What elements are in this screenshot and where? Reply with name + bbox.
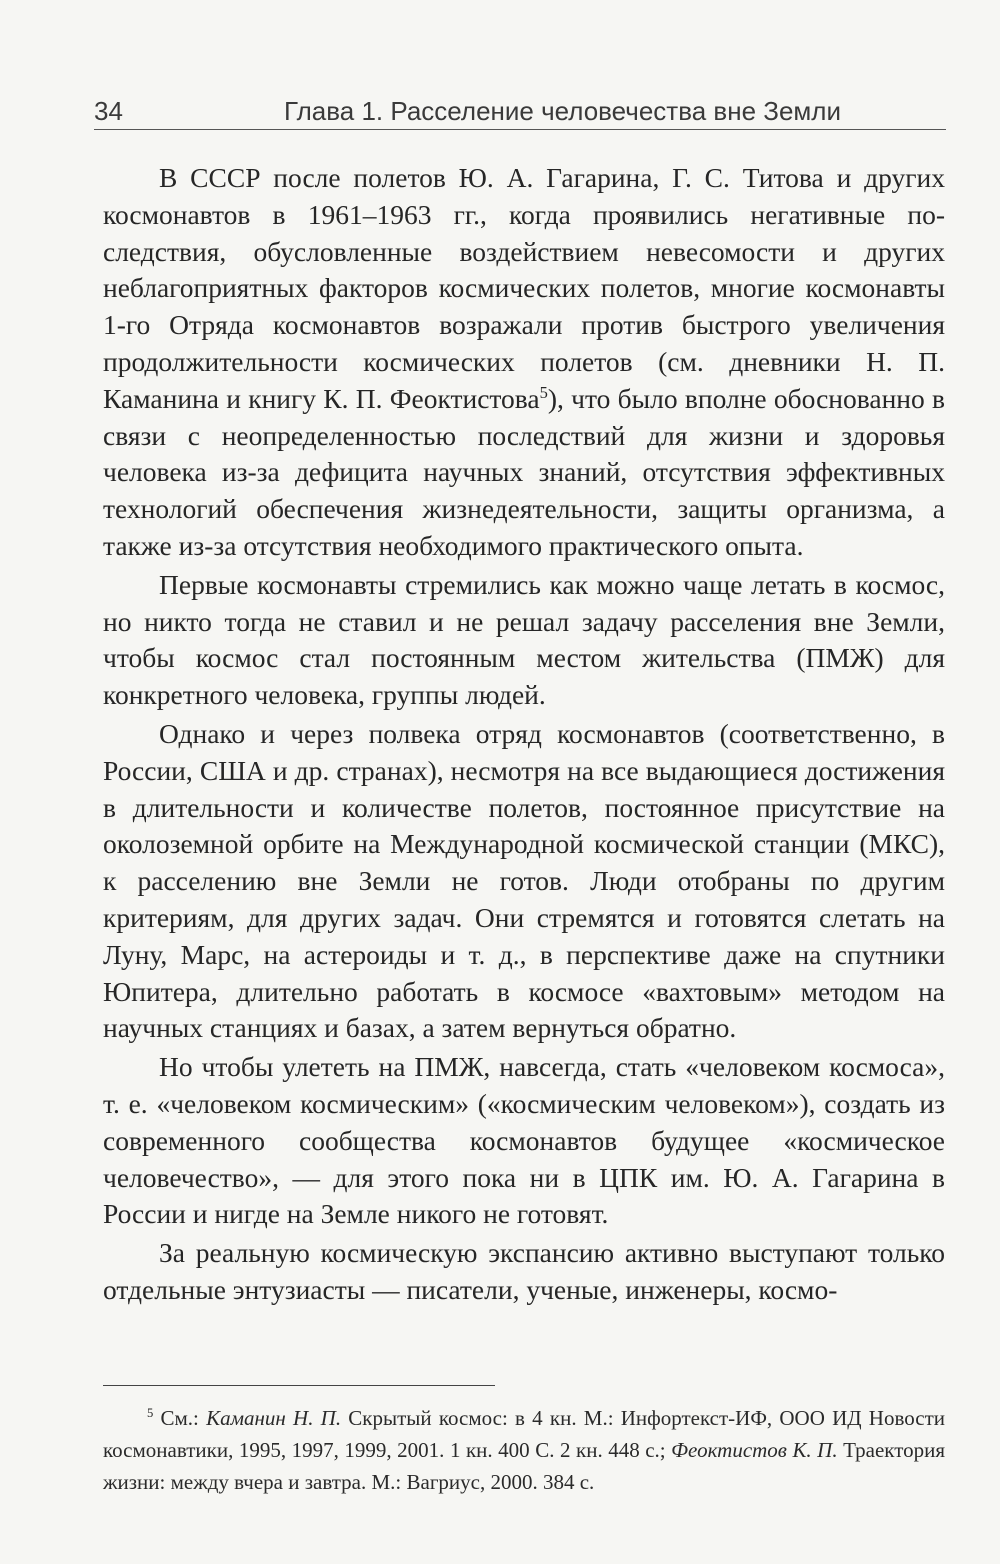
paragraph-1-text-b: ), что было вполне обоснованно в связи с неопределенностью последствий для жизни и здоровья человека из-за дефицита научных знаний, отсутствия эффективных технологий обеспечения жизнедеятельности, защиты организма, а также из-за отсутствия необходимого практического опыта. [103,382,946,561]
paragraph-2: Первые космонавты стремились как можно чаще летать в космос, но никто тогда не ставил и не решал задачу расселения вне Земли, чтобы космос стал постоянным местом жительства (ПМЖ) для конкретного человека, группы людей. [103,568,945,711]
main-text [103,160,945,1311]
footnote-reference: 5 [539,382,548,402]
footnote [103,1402,945,1498]
paragraph-1-text-a: В СССР после полетов Ю. А. Гагарина, Г. С. Титова и других космонавтов в 1961–1963 гг., когда проявились негативные последствия, обусловленные воздействием невесомости и других неблагоприятных факторов космических полетов, многие космонавты 1-го Отряда космонавтов возражали против быстрого увеличения продолжительности космических полетов (см. дневники Н. П. Каманина и книгу К. П. Феоктистова [103,162,945,414]
footnote-text-2: Скрытый космос: в 4 кн. М.: Инфортекст-ИФ, ООО ИД Новости космонавтики, 1995, 1997, 1999, 2001. 1 кн. 400 С. 2 кн. 448 с.; [103,1406,946,1462]
running-title: Глава 1. Расселение человечества вне Земли [284,96,841,126]
paragraph-4: Но чтобы улететь на ПМЖ, навсегда, стать «человеком космоса», т. е. «человеком космическим» («космическим человеком»), создать из современного сообщества космонавтов будущее «космическое человечество», — для этого пока ни в ЦПК им. Ю. А. Гагарина в России и нигде на Земле никого не готовят. [103,1051,945,1230]
paragraph-5: За реальную космическую экспансию активно выступают только отдельные энтузиасты — писатели, ученые, инженеры, космо- [103,1237,945,1305]
header-rule [94,129,946,130]
paragraph-3: Однако и через полвека отряд космонавтов (соответственно, в России, США и др. странах), несмотря на все выдающиеся достижения в длительности и количестве полетов, постоянное присутствие на околоземной орбите на Международной космической станции (МКС), к расселению вне Земли не готов. Люди отобраны по другим критериям, для других задач. Они стремятся и готовятся слетать на Луну, Марс, на астероиды и т. д., в перспективе даже на спутники Юпитера, длительно работать в космосе «вахтовым» методом на научных станциях и базах, а затем вернуться обратно. [103,717,945,1044]
footnote-author-2: Феоктистов К. П. [671,1438,838,1462]
footnote-text-1: См.: [153,1406,207,1430]
page-number: 34 [94,96,123,126]
footnote-author-1: Каманин Н. П. [206,1406,342,1430]
page-header [94,88,944,128]
paragraph-1 [103,160,945,565]
footnote-text-3: Траектория жизни: между вчера и завтра. М.: Вагриус, 2000. 384 с. [103,1438,945,1494]
footnote-marker: 5 [147,1406,154,1420]
footnote-rule [103,1385,495,1386]
